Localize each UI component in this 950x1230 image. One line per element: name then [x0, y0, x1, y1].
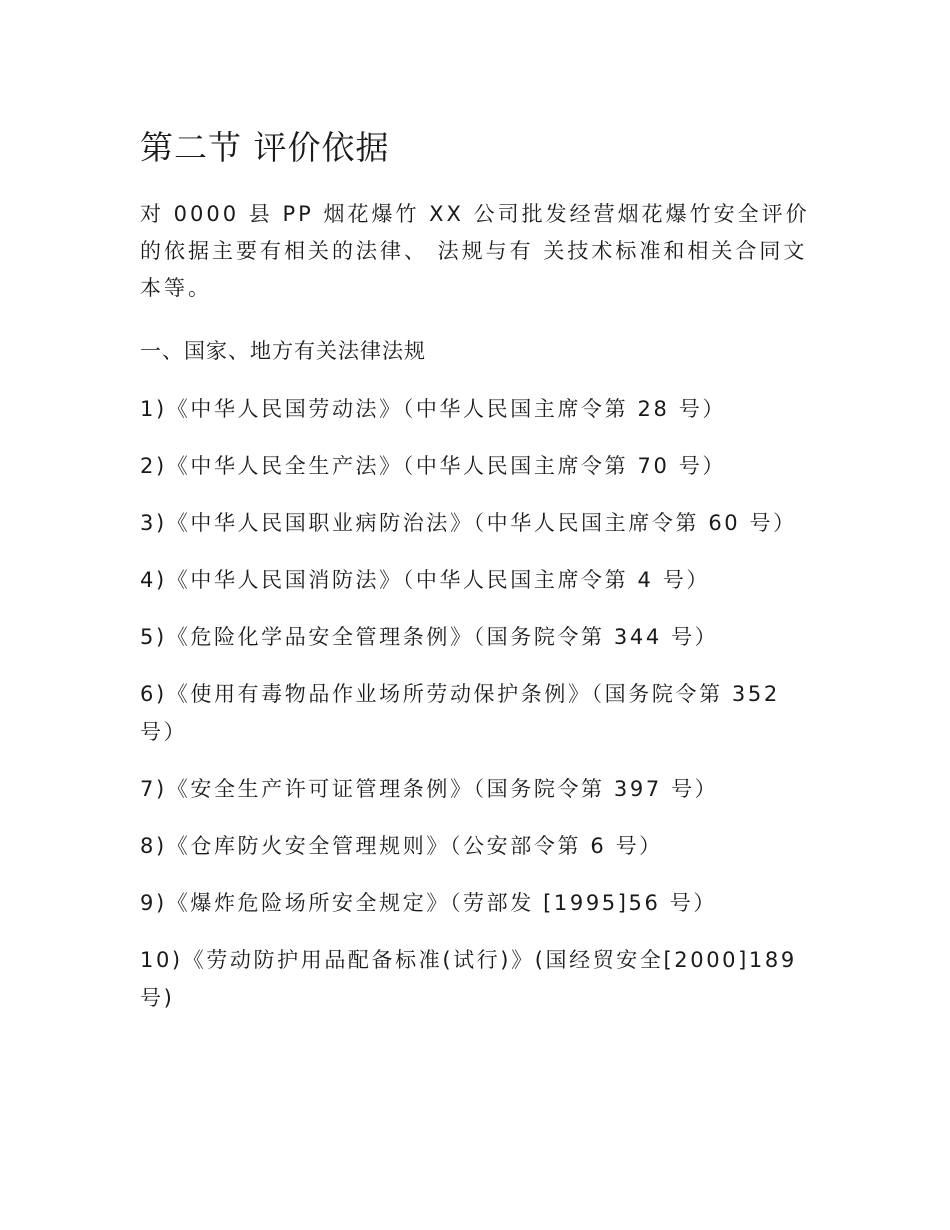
law-list	[140, 390, 812, 1017]
subsection-title: 一、国家、地方有关法律法规	[140, 339, 426, 363]
law-item: 8)《仓库防火安全管理规则》（公安部令第 6 号）	[140, 834, 663, 858]
law-item: 9)《爆炸危险场所安全规定》（劳部发 [1995]56 号）	[140, 891, 717, 915]
law-item: 5)《危险化学品安全管理条例》（国务院令第 344 号）	[140, 625, 719, 649]
law-item: 6)《使用有毒物品作业场所劳动保护条例》（国务院令第 352 号）	[140, 682, 780, 744]
intro-paragraph: 对 0000 县 PP 烟花爆竹 XX 公司批发经营烟花爆竹安全评价的依据主要有相关的法律、 法规与有 关技术标准和相关合同文本等。	[140, 202, 810, 300]
document-body	[140, 122, 812, 1036]
law-item: 3)《中华人民国职业病防治法》（中华人民国主席令第 60 号）	[140, 511, 797, 535]
law-item: 4)《中华人民国消防法》（中华人民国主席令第 4 号）	[140, 568, 710, 592]
law-item: 1)《中华人民国劳动法》（中华人民国主席令第 28 号）	[140, 397, 726, 421]
law-item: 10)《劳动防护用品配备标准(试行)》(国经贸安全[2000]189 号)	[140, 948, 797, 1010]
law-item: 7)《安全生产许可证管理条例》（国务院令第 397 号）	[140, 777, 719, 801]
section-heading: 第二节 评价依据	[140, 128, 390, 167]
law-item: 2)《中华人民全生产法》（中华人民国主席令第 70 号）	[140, 454, 726, 478]
